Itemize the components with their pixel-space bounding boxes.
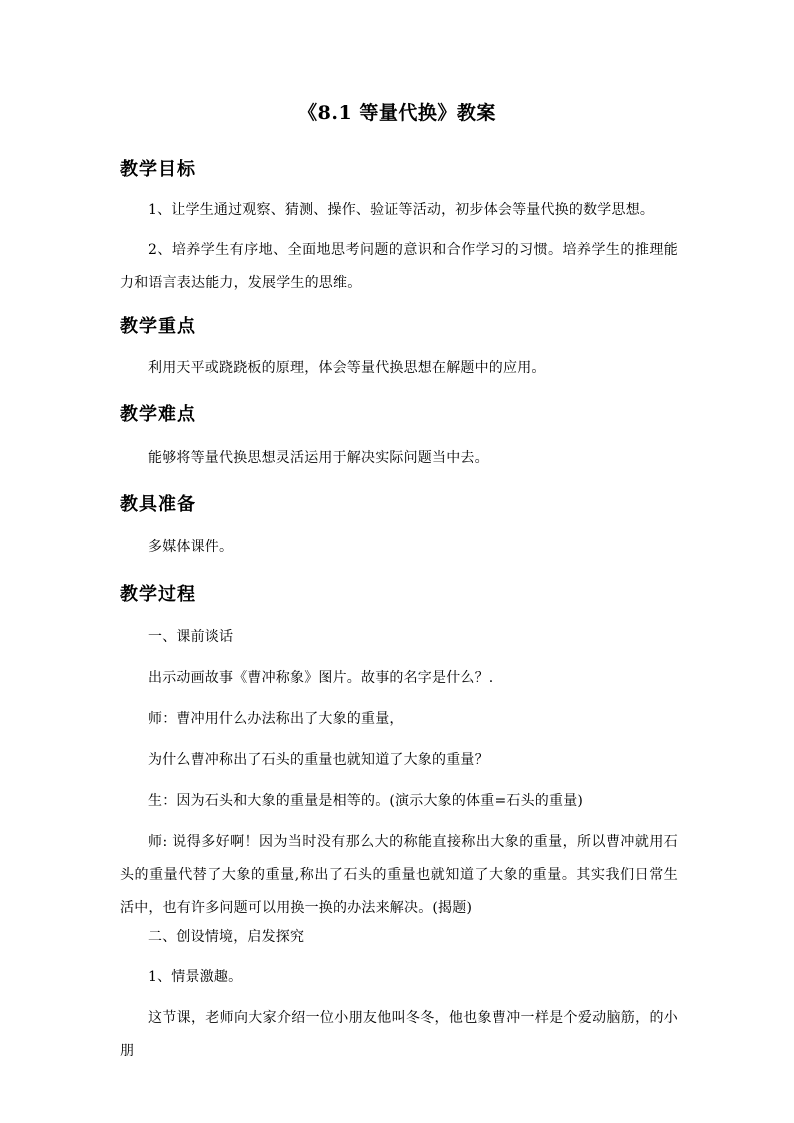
materials-paragraph: 多媒体课件。	[148, 539, 234, 555]
process-paragraph-7: 二、创设情境，启发探究	[148, 929, 305, 945]
document-title: 《8.1 等量代换》教案	[298, 102, 496, 124]
section-heading-objectives: 教学目标	[120, 159, 196, 180]
process-paragraph-8: 1、情景激趣。	[148, 969, 243, 985]
key-points-paragraph: 利用天平或跷跷板的原理，体会等量代换思想在解题中的应用。	[148, 360, 546, 376]
process-paragraph-5: 生：因为石头和大象的重量是相等的。(演示大象的体重=石头的重量)	[148, 793, 584, 809]
process-paragraph-3: 师：曹冲用什么办法称出了大象的重量，	[148, 711, 404, 727]
section-heading-key-points: 教学重点	[120, 316, 196, 337]
process-paragraph-4: 为什么曹冲称出了石头的重量也就知道了大象的重量？	[148, 752, 489, 768]
process-paragraph-2: 出示动画故事《曹冲称象》图片。故事的名字是什么？.	[148, 670, 494, 686]
objective-paragraph-2: 2、培养学生有序地、全面地思考问题的意识和合作学习的习惯。培养学生的推理能力和语言表达能力，发展学生的思维。	[120, 242, 678, 291]
objective-paragraph-1: 1、让学生通过观察、猜测、操作、验证等活动，初步体会等量代换的数学思想。	[148, 202, 655, 218]
section-heading-difficulties: 教学难点	[120, 404, 196, 425]
section-heading-process: 教学过程	[120, 584, 196, 605]
process-paragraph-9: 这节课，老师向大家介绍一位小朋友他叫冬冬，他也象曹冲一样是个爱动脑筋，的小朋	[120, 1010, 678, 1059]
section-heading-materials: 教具准备	[120, 494, 196, 515]
process-paragraph-1: 一、课前谈话	[148, 629, 234, 645]
difficulties-paragraph: 能够将等量代换思想灵活运用于解决实际问题当中去。	[148, 450, 489, 466]
process-paragraph-6: 师: 说得多好啊！因为当时没有那么大的称能直接称出大象的重量，所以曹冲就用石头的重量代替了大象的重量,称出了石头的重量也就知道了大象的重量。其实我们日常生活中，也有许多问题可以用换一换的办法来解决。(揭题)	[120, 834, 678, 916]
